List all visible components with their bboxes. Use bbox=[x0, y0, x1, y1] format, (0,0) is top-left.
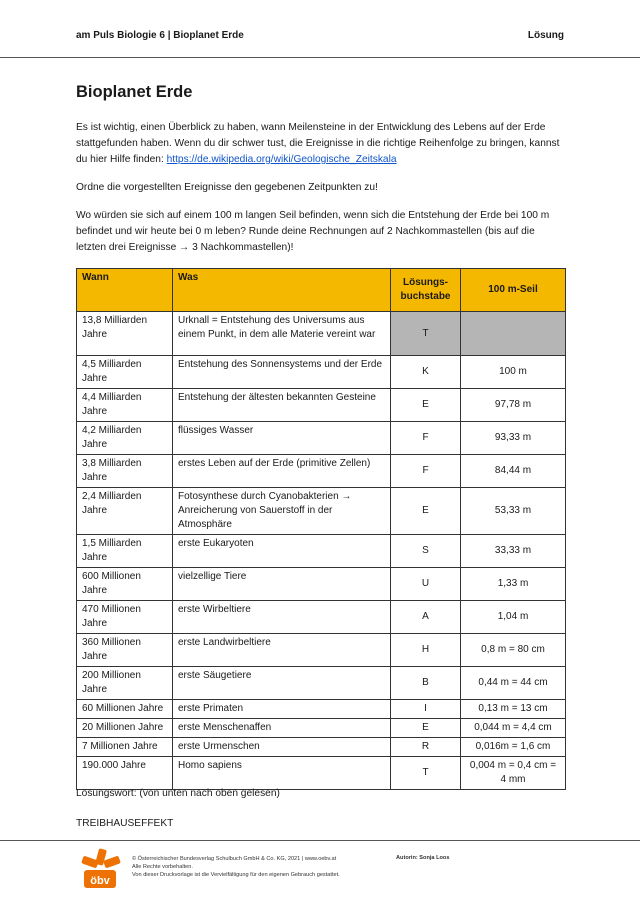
table-header-row bbox=[77, 269, 566, 312]
cell-wann: 4,2 Milliarden Jahre bbox=[77, 422, 173, 455]
cell-letter: T bbox=[391, 312, 461, 356]
cell-wann: 360 Millionen Jahre bbox=[77, 634, 173, 667]
cell-wann: 13,8 Milliarden Jahre bbox=[77, 312, 173, 356]
cell-rope: 84,44 m bbox=[461, 455, 566, 488]
task-1: Ordne die vorgestellten Ereignisse den gegebenen Zeitpunkten zu! bbox=[76, 182, 378, 193]
cell-was: erste Eukaryoten bbox=[173, 535, 391, 568]
table-row bbox=[77, 719, 566, 738]
cell-rope: 0,44 m = 44 cm bbox=[461, 667, 566, 700]
solution-area bbox=[76, 786, 280, 844]
table-row bbox=[77, 488, 566, 535]
cell-was: erste Primaten bbox=[173, 700, 391, 719]
cell-was: Entstehung des Sonnensystems und der Erde bbox=[173, 356, 391, 389]
intro-paragraph bbox=[76, 120, 566, 168]
cell-rope: 97,78 m bbox=[461, 389, 566, 422]
table-row bbox=[77, 601, 566, 634]
cell-letter: H bbox=[391, 634, 461, 667]
oebv-logo-graphic bbox=[78, 848, 122, 896]
cell-rope: 53,33 m bbox=[461, 488, 566, 535]
cell-letter: E bbox=[391, 488, 461, 535]
header-left: am Puls Biologie 6 | Bioplanet Erde bbox=[76, 30, 244, 41]
cell-wann: 20 Millionen Jahre bbox=[77, 719, 173, 738]
header-right: Lösung bbox=[527, 30, 564, 41]
table-row bbox=[77, 634, 566, 667]
cell-letter: U bbox=[391, 568, 461, 601]
oebv-logo-text: öbv bbox=[90, 875, 110, 887]
table-row bbox=[77, 389, 566, 422]
cell-wann: 470 Millionen Jahre bbox=[77, 601, 173, 634]
cell-was: Fotosynthese durch Cyanobakterien → Anreicherung von Sauerstoff in der Atmosphäre bbox=[173, 488, 391, 535]
task-2: Wo würden sie sich auf einem 100 m langen Seil befinden, wenn sich die Entstehung der Erde bei 100 m befindet und wir heute bei 0 m leben? Runde deine Rechnungen auf 2 Nachkommastellen (bis auf die letzten drei Ereignisse → 3 Nachkommastellen)! bbox=[76, 210, 550, 253]
cell-rope: 1,33 m bbox=[461, 568, 566, 601]
column-header-letter: Lösungs-buchstabe bbox=[391, 269, 461, 312]
cell-letter: S bbox=[391, 535, 461, 568]
footer-legal-line: Von dieser Druckvorlage ist die Vervielfältigung für den eigenen Gebrauch gestattet. bbox=[132, 872, 340, 878]
cell-rope: 1,04 m bbox=[461, 601, 566, 634]
cell-rope: 0,13 m = 13 cm bbox=[461, 700, 566, 719]
cell-letter: F bbox=[391, 455, 461, 488]
cell-was: flüssiges Wasser bbox=[173, 422, 391, 455]
cell-was: Entstehung der ältesten bekannten Gesteine bbox=[173, 389, 391, 422]
cell-wann: 2,4 Milliarden Jahre bbox=[77, 488, 173, 535]
cell-letter: I bbox=[391, 700, 461, 719]
cell-was: vielzellige Tiere bbox=[173, 568, 391, 601]
cell-wann: 3,8 Milliarden Jahre bbox=[77, 455, 173, 488]
solution-word: TREIBHAUSEFFEKT bbox=[76, 818, 174, 829]
cell-wann: 1,5 Milliarden Jahre bbox=[77, 535, 173, 568]
cell-wann: 190.000 Jahre bbox=[77, 757, 173, 790]
cell-wann: 4,5 Milliarden Jahre bbox=[77, 356, 173, 389]
cell-letter: E bbox=[391, 719, 461, 738]
cell-was: erste Landwirbeltiere bbox=[173, 634, 391, 667]
cell-rope: 100 m bbox=[461, 356, 566, 389]
column-header-rope: 100 m-Seil bbox=[461, 269, 566, 312]
cell-was: erste Menschenaffen bbox=[173, 719, 391, 738]
cell-wann: 7 Millionen Jahre bbox=[77, 738, 173, 757]
cell-rope: 33,33 m bbox=[461, 535, 566, 568]
cell-wann: 600 Millionen Jahre bbox=[77, 568, 173, 601]
cell-rope: 0,004 m = 0,4 cm = 4 mm bbox=[461, 757, 566, 790]
wikipedia-link[interactable]: https://de.wikipedia.org/wiki/Geologische_Zeitskala bbox=[166, 154, 397, 165]
table-row bbox=[77, 455, 566, 488]
footer-divider bbox=[0, 840, 640, 841]
cell-was: erste Säugetiere bbox=[173, 667, 391, 700]
header-divider bbox=[0, 57, 640, 58]
cell-was: Urknall = Entstehung des Universums aus einem Punkt, in dem alle Materie vereint war bbox=[173, 312, 391, 356]
footer-legal-line: Alle Rechte vorbehalten. bbox=[132, 864, 193, 870]
table-row bbox=[77, 757, 566, 790]
footer-legal-line: © Österreichischer Bundesverlag Schulbuch GmbH & Co. KG, 2021 | www.oebv.at bbox=[132, 856, 337, 862]
page-title: Bioplanet Erde bbox=[76, 83, 193, 101]
table-row bbox=[77, 312, 566, 356]
intro-text: Es ist wichtig, einen Überblick zu haben, wann Meilensteine in der Entwicklung des Lebens auf der Erde stattgefunden haben. Wenn du dir schwer tust, die Ereignisse in die richtige Reihenfolge zu bringen, kannst du hier Hilfe finden: bbox=[76, 122, 560, 165]
main-content bbox=[76, 83, 566, 790]
cell-wann: 200 Millionen Jahre bbox=[77, 667, 173, 700]
cell-letter: R bbox=[391, 738, 461, 757]
page-header bbox=[76, 30, 564, 41]
table-row bbox=[77, 667, 566, 700]
cell-rope: 0,8 m = 80 cm bbox=[461, 634, 566, 667]
footer-legal bbox=[132, 855, 340, 879]
column-header-was: Was bbox=[173, 269, 391, 312]
timeline-table bbox=[76, 268, 566, 790]
cell-wann: 60 Millionen Jahre bbox=[77, 700, 173, 719]
column-header-wann: Wann bbox=[77, 269, 173, 312]
cell-rope: 0,044 m = 4,4 cm bbox=[461, 719, 566, 738]
cell-letter: E bbox=[391, 389, 461, 422]
table-body bbox=[77, 312, 566, 790]
table-row bbox=[77, 568, 566, 601]
cell-rope: 0,016m = 1,6 cm bbox=[461, 738, 566, 757]
table-row bbox=[77, 700, 566, 719]
solution-label: Lösungswort: (von unten nach oben gelesen) bbox=[76, 788, 280, 799]
cell-was: erste Wirbeltiere bbox=[173, 601, 391, 634]
cell-letter: B bbox=[391, 667, 461, 700]
cell-wann: 4,4 Milliarden Jahre bbox=[77, 389, 173, 422]
cell-rope: 93,33 m bbox=[461, 422, 566, 455]
cell-was: erste Urmenschen bbox=[173, 738, 391, 757]
table-row bbox=[77, 535, 566, 568]
cell-letter: K bbox=[391, 356, 461, 389]
cell-letter: A bbox=[391, 601, 461, 634]
cell-rope bbox=[461, 312, 566, 356]
footer-author: Autorin: Sonja Loos bbox=[396, 855, 450, 861]
cell-was: Homo sapiens bbox=[173, 757, 391, 790]
table-row bbox=[77, 738, 566, 757]
cell-was: erstes Leben auf der Erde (primitive Zellen) bbox=[173, 455, 391, 488]
oebv-logo bbox=[78, 848, 122, 896]
table-row bbox=[77, 422, 566, 455]
cell-letter: T bbox=[391, 757, 461, 790]
cell-letter: F bbox=[391, 422, 461, 455]
table-row bbox=[77, 356, 566, 389]
